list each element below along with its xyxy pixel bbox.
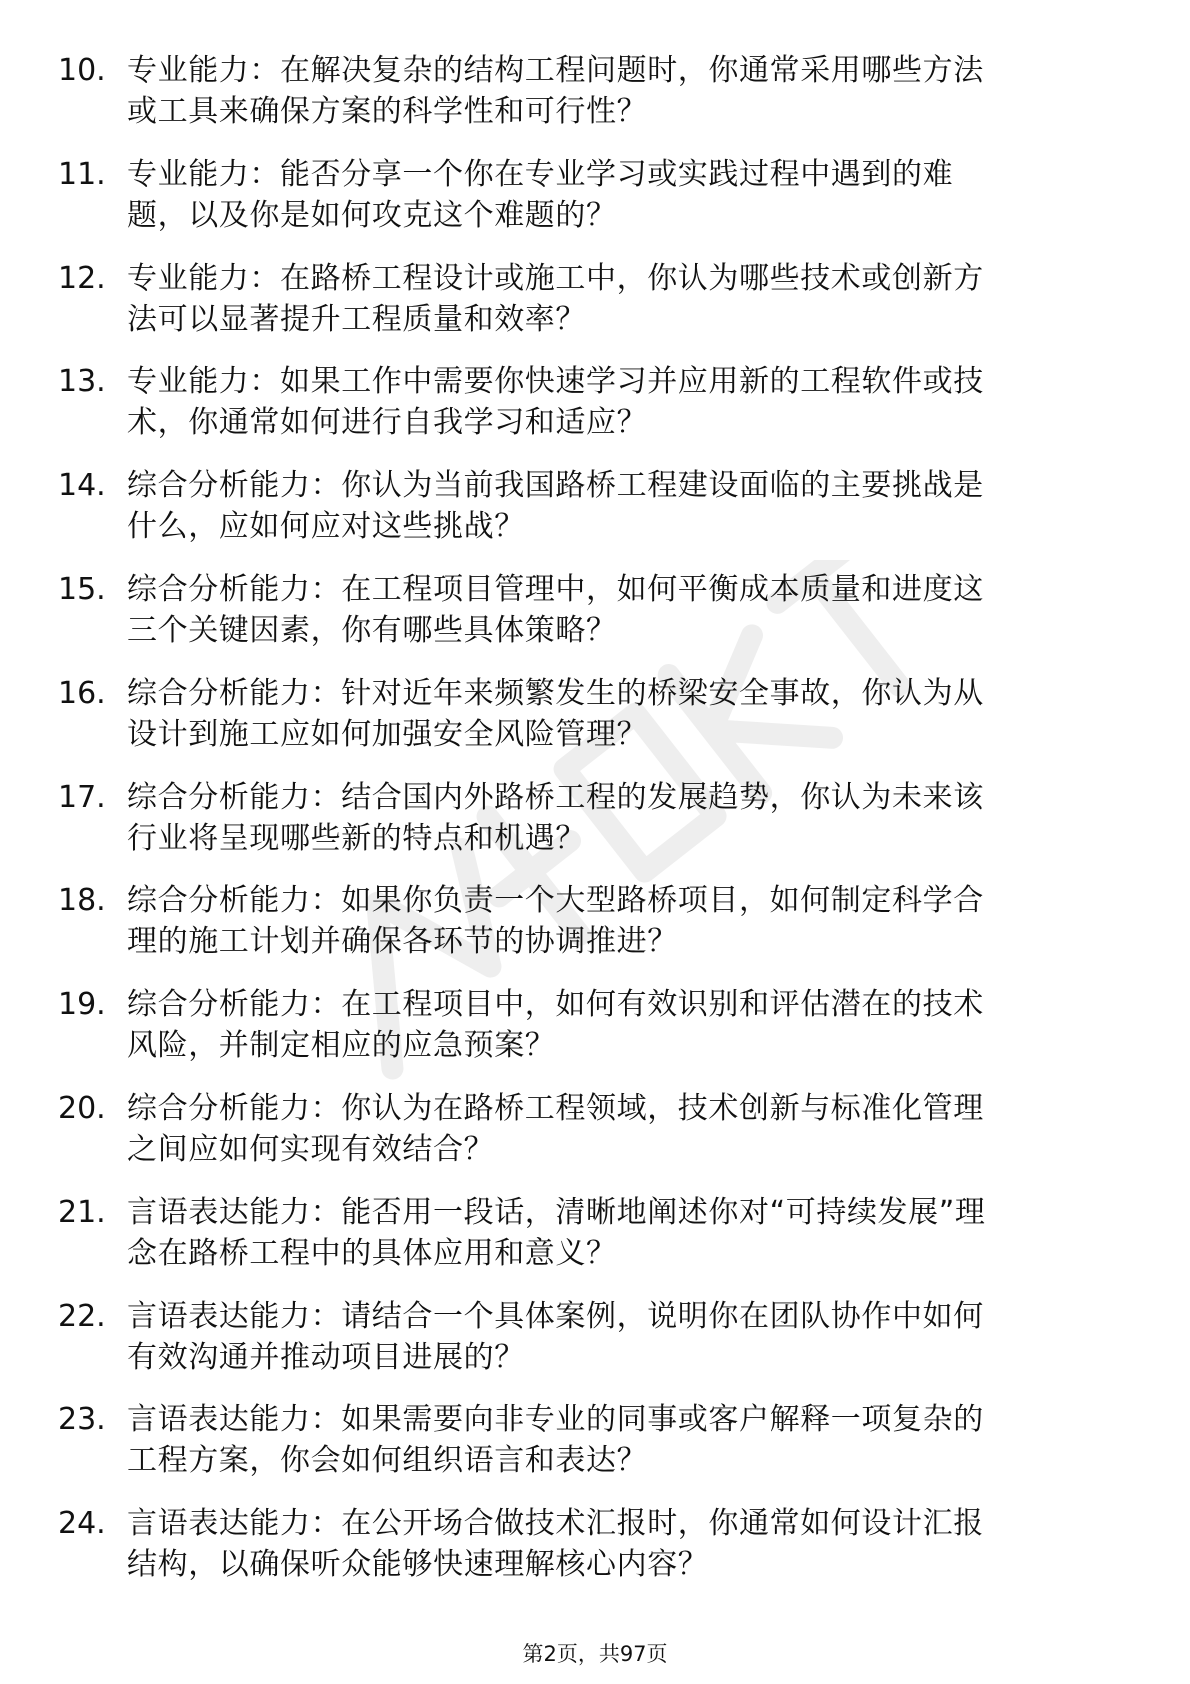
question-text-line: 之间应如何实现有效结合？ [127, 1131, 495, 1167]
question-number: 10. [58, 53, 106, 88]
question-item [0, 361, 1190, 465]
question-number: 11. [58, 156, 106, 192]
question-item [0, 880, 1190, 984]
question-text-line: 言语表达能力：如果需要向非专业的同事或客户解释一项复杂的 [127, 1402, 984, 1438]
question-number: 14. [58, 468, 106, 504]
question-item [0, 465, 1190, 569]
question-text-line: 专业能力：在路桥工程设计或施工中，你认为哪些技术或创新方 [127, 260, 984, 296]
question-item [0, 673, 1190, 777]
question-text-line: 或工具来确保方案的科学性和可行性？ [127, 94, 648, 129]
question-text-line: 设计到施工应如何加强安全风险管理？ [127, 716, 648, 752]
question-text-line: 什么，应如何应对这些挑战？ [127, 509, 525, 545]
question-text-line: 行业将呈现哪些新的特点和机遇？ [127, 820, 586, 856]
question-number: 21. [58, 1194, 106, 1230]
question-item [0, 569, 1190, 673]
question-text-line: 结构，以确保听众能够快速理解核心内容？ [127, 1547, 709, 1583]
question-number: 16. [58, 675, 106, 711]
question-text-line: 综合分析能力：如果你负责一个大型路桥项目，如何制定科学合 [127, 883, 984, 919]
question-item [0, 1399, 1190, 1503]
question-number: 18. [58, 883, 106, 919]
question-text-line: 专业能力：如果工作中需要你快速学习并应用新的工程软件或技 [127, 364, 984, 400]
question-number: 23. [58, 1402, 106, 1438]
question-text-line: 综合分析能力：你认为当前我国路桥工程建设面临的主要挑战是 [127, 468, 984, 504]
question-number: 19. [58, 987, 106, 1023]
page-footer: 第2页，共97页 [522, 1642, 668, 1666]
question-number: 15. [58, 571, 106, 607]
question-item [0, 154, 1190, 258]
question-text-line: 综合分析能力：在工程项目管理中，如何平衡成本质量和进度这 [127, 571, 984, 607]
question-text-line: 术，你通常如何进行自我学习和适应？ [127, 405, 648, 441]
question-number: 24. [58, 1506, 106, 1542]
question-text-line: 理的施工计划并确保各环节的协调推进？ [127, 924, 678, 960]
question-text-line: 综合分析能力：针对近年来频繁发生的桥梁安全事故，你认为从 [127, 675, 984, 711]
question-item [0, 1192, 1190, 1296]
question-list [0, 50, 1190, 1607]
question-item [0, 984, 1190, 1088]
question-text-line: 法可以显著提升工程质量和效率？ [127, 301, 586, 337]
question-item [0, 1296, 1190, 1400]
question-item [0, 258, 1190, 362]
question-text-line: 综合分析能力：在工程项目中，如何有效识别和评估潜在的技术 [127, 987, 984, 1023]
question-text-line: 综合分析能力：结合国内外路桥工程的发展趋势，你认为未来该 [127, 779, 984, 815]
question-number: 13. [58, 364, 106, 400]
question-text-line: 题，以及你是如何攻克这个难题的？ [127, 197, 617, 233]
question-text-line: 言语表达能力：能否用一段话，清晰地阐述你对“可持续发展”理 [127, 1194, 986, 1230]
question-number: 12. [58, 260, 106, 296]
question-text-line: 风险，并制定相应的应急预案？ [127, 1028, 556, 1064]
question-text-line: 言语表达能力：在公开场合做技术汇报时，你通常如何设计汇报 [127, 1506, 984, 1542]
question-text-line: 言语表达能力：请结合一个具体案例，说明你在团队协作中如何 [127, 1298, 984, 1334]
question-number: 22. [58, 1298, 106, 1334]
question-item [0, 1088, 1190, 1192]
question-item [0, 50, 1190, 154]
question-item [0, 777, 1190, 881]
question-text-line: 综合分析能力：你认为在路桥工程领域，技术创新与标准化管理 [127, 1090, 984, 1126]
question-text-line: 三个关键因素，你有哪些具体策略？ [127, 612, 617, 648]
question-number: 17. [58, 779, 106, 815]
question-text-line: 念在路桥工程中的具体应用和意义？ [127, 1235, 617, 1271]
question-text-line: 专业能力：在解决复杂的结构工程问题时，你通常采用哪些方法 [127, 53, 984, 88]
question-text-line: 工程方案，你会如何组织语言和表达？ [127, 1443, 648, 1479]
question-text-line: 有效沟通并推动项目进展的？ [127, 1339, 525, 1375]
question-number: 20. [58, 1090, 106, 1126]
question-text-line: 专业能力：能否分享一个你在专业学习或实践过程中遇到的难 [127, 156, 954, 192]
question-item [0, 1503, 1190, 1607]
